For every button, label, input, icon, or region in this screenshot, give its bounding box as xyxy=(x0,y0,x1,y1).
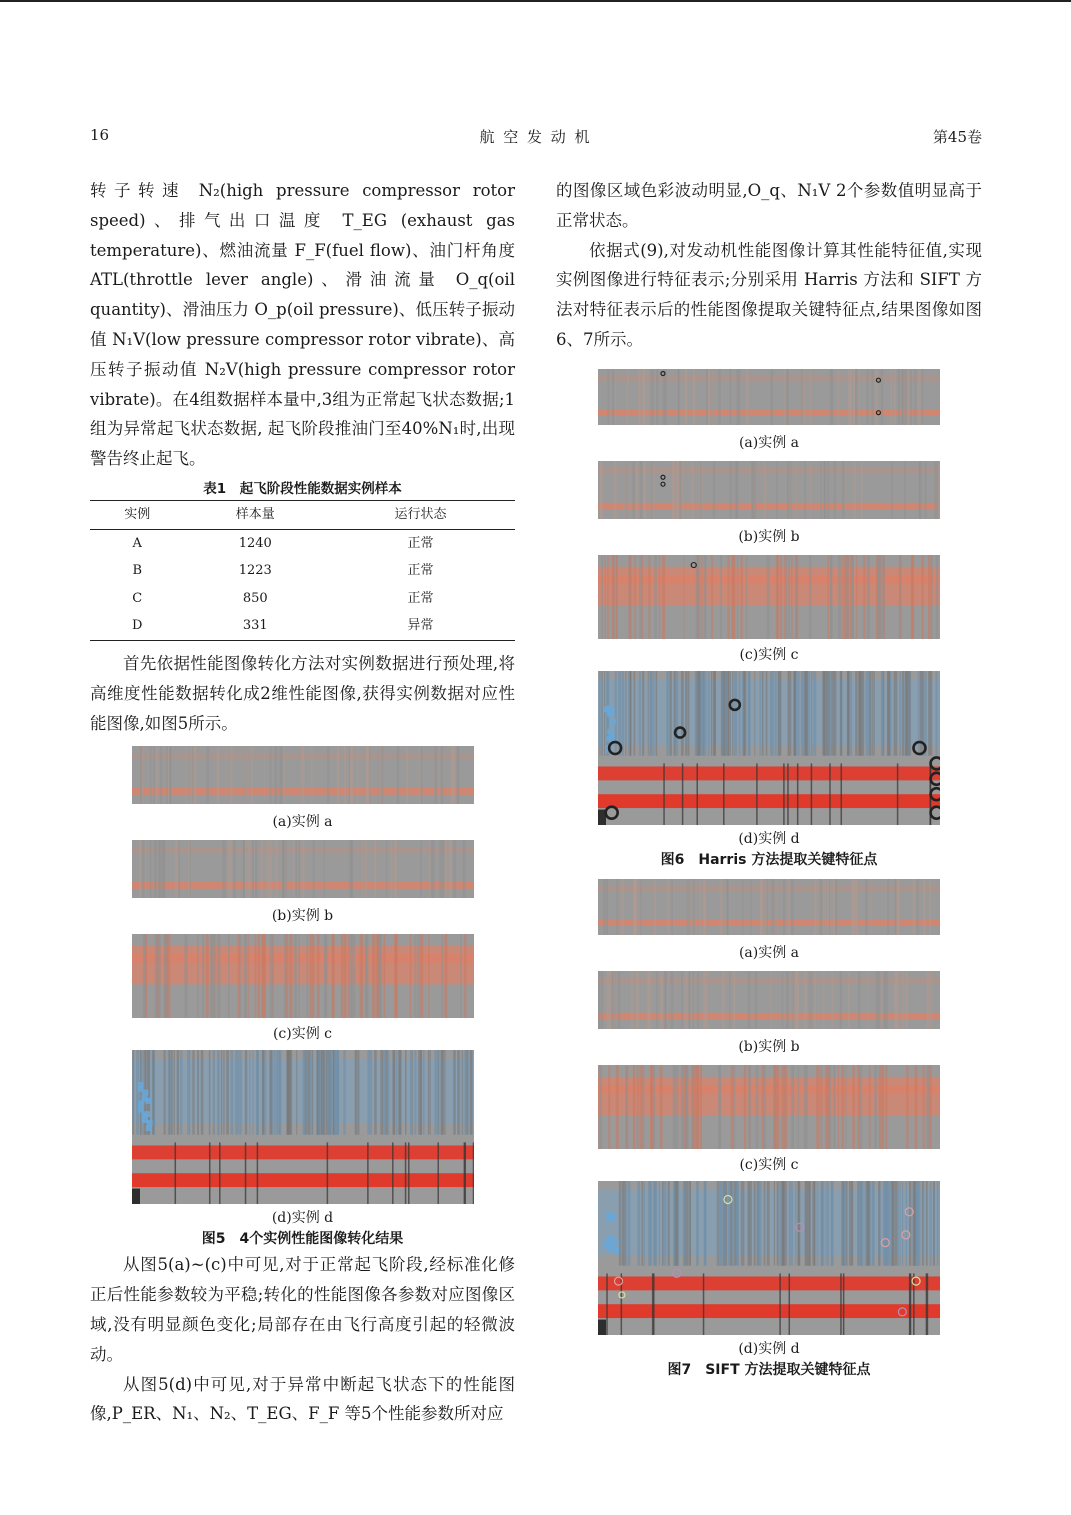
table-header: 运行状态 xyxy=(326,500,515,529)
harris-image-a xyxy=(598,369,940,425)
figure-caption: 图6 Harris 方法提取关键特征点 xyxy=(660,851,878,868)
table-row xyxy=(90,529,515,557)
subcaption: (d)实例 d xyxy=(271,1210,334,1227)
table-header: 样本量 xyxy=(184,500,326,529)
sift-image-c xyxy=(598,1065,940,1149)
subcaption: (c)实例 c xyxy=(739,1156,799,1173)
table-cell: 正常 xyxy=(407,563,434,579)
sift-image-b xyxy=(598,971,940,1029)
harris-image-b xyxy=(598,461,940,519)
subcaption: (b)实例 b xyxy=(738,528,800,545)
figure-6 xyxy=(556,369,982,871)
paragraph: 依据式(9),对发动机性能图像计算其性能特征值,实现实例图像进行特征表示;分别采用 Harris 方法和 SIFT 方法对特征表示后的性能图像提取关键特征点,结果图像如图6、7所示。 xyxy=(556,240,982,349)
subcaption: (c)实例 c xyxy=(739,646,799,663)
table-cell: 正常 xyxy=(407,535,434,551)
right-column xyxy=(556,176,982,1381)
table-row xyxy=(90,585,515,613)
journal-title: 航 空 发 动 机 xyxy=(479,128,592,146)
table-cell: 1223 xyxy=(238,563,272,579)
figure-caption: 图5 4个实例性能图像转化结果 xyxy=(201,1231,404,1248)
subcaption: (d)实例 d xyxy=(738,1340,800,1357)
table-cell: 850 xyxy=(242,590,268,606)
performance-image-b xyxy=(132,840,474,898)
table-cell: A xyxy=(132,535,142,551)
volume-label: 第45卷 xyxy=(932,128,982,146)
subcaption: (c)实例 c xyxy=(272,1026,333,1043)
subcaption: (a)实例 a xyxy=(272,814,333,831)
harris-image-c xyxy=(598,555,940,639)
data-table xyxy=(90,500,515,641)
figure-7 xyxy=(556,879,982,1381)
table-cell: C xyxy=(132,590,143,606)
paragraph: 的图像区域色彩波动明显,O_q、N₁V 2个参数值明显高于正常状态。 xyxy=(556,181,982,230)
performance-image-a xyxy=(132,746,474,804)
figure-caption: 图7 SIFT 方法提取关键特征点 xyxy=(667,1361,871,1378)
sift-image-d xyxy=(598,1181,940,1335)
table-cell: D xyxy=(90,612,184,640)
performance-image-d xyxy=(132,1050,474,1204)
page-number: 16 xyxy=(90,126,110,144)
table-1 xyxy=(90,478,515,641)
performance-image-c xyxy=(132,934,474,1018)
subcaption: (b)实例 b xyxy=(271,908,334,925)
subcaption: (a)实例 a xyxy=(738,434,800,451)
harris-image-d xyxy=(598,671,940,825)
top-rule xyxy=(0,0,1071,2)
paragraph: 从图5(d)中可见,对于异常中断起飞状态下的性能图像,P_ER、N₁、N₂、T_EG、F_F 等5个性能参数所对应 xyxy=(90,1374,515,1424)
table-row xyxy=(90,557,515,585)
paragraph: 首先依据性能图像转化方法对实例数据进行预处理,将高维度性能数据转化成2维性能图像,获得实例数据对应性能图像,如图5所示。 xyxy=(90,653,515,733)
table-row xyxy=(90,612,515,640)
left-column xyxy=(90,176,515,1429)
subcaption: (d)实例 d xyxy=(738,830,800,847)
subcaption: (b)实例 b xyxy=(738,1038,800,1055)
paragraph: 从图5(a)~(c)中可见,对于正常起飞阶段,经标准化修正后性能参数较为平稳;转化的性能图像各参数对应图像区域,没有明显颜色变化;局部存在由飞行高度引起的轻微波动。 xyxy=(90,1255,515,1364)
paragraph: 转子转速 N₂(high pressure compressor rotor speed)、排气出口温度 T_EG (exhaust gas temperature)、燃油流量 F_F(fuel flow)、油门杆角度 ATL(throttle lever angle)、滑油流量 O_q(oil quantity)、滑油压力 O_p(oil pressure)、低压转子振动值 N₁V(low pressure compressor rotor vibrate)、高压转子振动值 N₂V(high pressure compressor rotor vibrate)。在4组数据样本量中,3组为正常起飞状态数据;1组为异常起飞状态数据, 起飞阶段推油门至40%N₁时,出现警告终止起飞。 xyxy=(90,181,515,469)
table-cell: 331 xyxy=(184,612,326,640)
figure-5 xyxy=(90,746,515,1250)
table-cell: 正常 xyxy=(407,590,434,606)
table-title: 表1 起飞阶段性能数据实例样本 xyxy=(203,480,402,497)
table-header: 实例 xyxy=(90,500,184,529)
table-cell: 1240 xyxy=(238,535,272,551)
subcaption: (a)实例 a xyxy=(738,944,800,961)
table-cell: 异常 xyxy=(326,612,515,640)
sift-image-a xyxy=(598,879,940,935)
table-cell: B xyxy=(132,563,142,579)
